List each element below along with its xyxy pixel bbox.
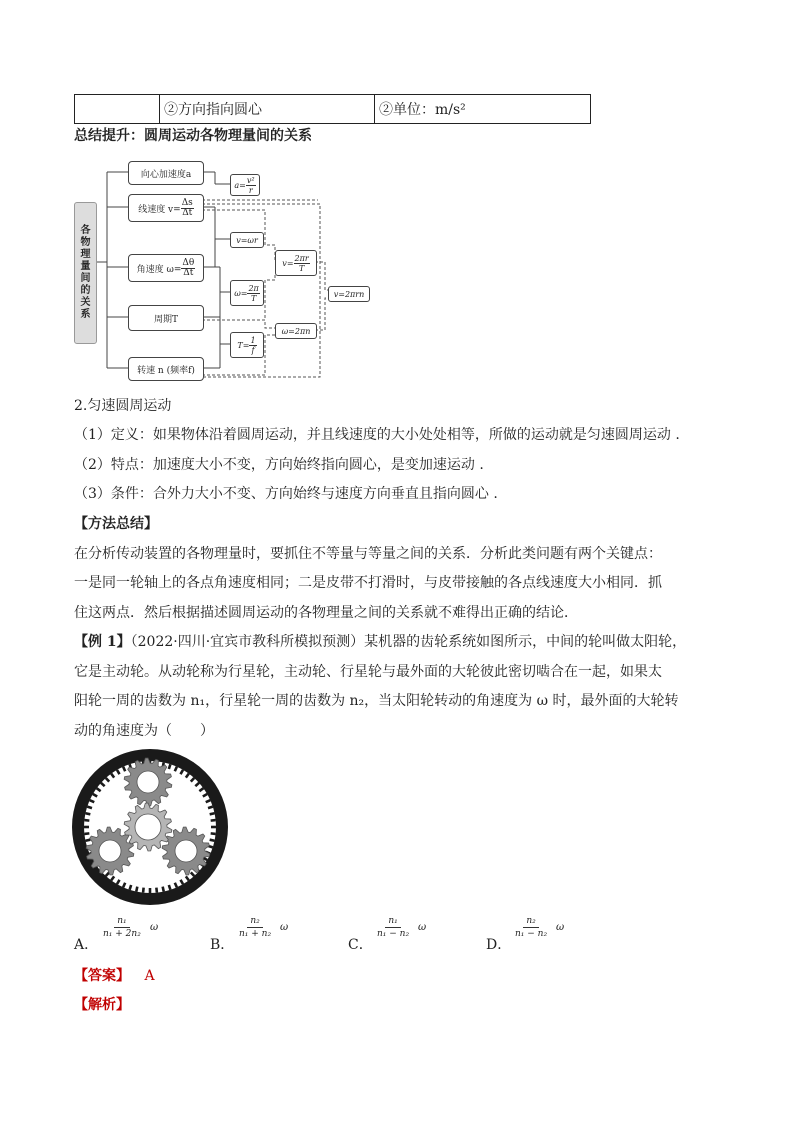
centripetal-label: 向心加速度a	[140, 169, 192, 180]
angular-speed-fraction	[181, 259, 195, 278]
box-angular-speed	[128, 254, 204, 282]
formula-v-2pirn	[328, 286, 370, 302]
example-line-3: 阳轮一周的齿数为 n₁，行星轮一周的齿数为 n₂，当太阳轮转动的角速度为 ω 时，最外面的大轮转	[74, 693, 679, 709]
choice-fraction	[236, 915, 274, 940]
formula-omega-fraction	[247, 284, 259, 303]
formula-v-num: 2πr	[294, 253, 309, 263]
table-cell-unit: ②单位：m/s²	[375, 95, 591, 124]
angular-speed-label: 角速度 ω=	[136, 264, 182, 275]
side-label	[74, 202, 97, 344]
formula-T-num: 1	[250, 335, 256, 345]
formula-a	[230, 174, 260, 196]
formula-omega-eq: ω=	[234, 288, 248, 298]
formula-a-den: r	[248, 185, 253, 195]
answer-label: 【答案】	[74, 968, 130, 984]
formula-v-period	[275, 250, 317, 276]
box-linear-speed	[128, 194, 204, 222]
box-centripetal-acceleration	[128, 161, 204, 185]
formula-v-omega-r-text: v=ωr	[236, 235, 258, 245]
method-heading: 【方法总结】	[74, 516, 158, 532]
formula-v-eq: v=	[282, 258, 294, 268]
formula-v-omega-r	[230, 232, 264, 248]
formula-v-2pirn-text: v=2πrn	[333, 289, 365, 299]
side-label-char: 的	[80, 285, 91, 296]
side-label-char: 间	[80, 273, 91, 284]
side-label-char: 系	[80, 309, 91, 320]
example-line-2: 它是主动轮。从动轮称为行星轮，主动轮、行星轮与最外面的大轮彼此密切啮合在一起，如果太	[74, 664, 662, 680]
choice-numerator: n₂	[247, 915, 262, 928]
diagram-connectors	[70, 150, 370, 385]
section2-item-1: （1）定义：如果物体沿着圆周运动，并且线速度的大小处处相等，所做的运动就是匀速圆周运动 .	[74, 427, 680, 443]
choice-fraction	[100, 915, 144, 940]
table-cell-empty	[75, 95, 160, 124]
top-table	[74, 94, 591, 124]
choice-omega: ω	[150, 922, 159, 933]
choice-omega: ω	[556, 922, 565, 933]
formula-a-num: v²	[246, 175, 255, 185]
formula-T-fraction	[249, 336, 256, 355]
choices	[70, 912, 590, 962]
choice-denominator: n₁ − n₂	[377, 929, 410, 939]
example-line-1	[74, 634, 686, 650]
section2-item-3: （3）条件：合外力大小不变、方向始终与速度方向垂直且指向圆心 .	[74, 486, 498, 502]
linear-den: Δt	[182, 207, 193, 218]
example-line-4: 动的角速度为（ ）	[74, 723, 214, 739]
linear-speed-fraction	[181, 199, 194, 218]
side-label-char: 理	[80, 249, 91, 260]
answer-value: A	[144, 968, 155, 984]
choice-option	[74, 912, 194, 952]
choice-numerator: n₂	[523, 915, 538, 928]
choice-fraction	[374, 915, 412, 940]
linear-num: Δs	[181, 197, 193, 208]
choice-numerator: n₁	[385, 915, 400, 928]
formula-omega-num: 2π	[248, 283, 259, 293]
formula-omega-den: T	[250, 293, 257, 303]
formula-a-fraction	[246, 176, 256, 195]
example-label: 【例 1】	[74, 634, 131, 650]
choice-letter: C．	[348, 937, 373, 953]
choice-denominator: n₁ + 2n₂	[103, 929, 141, 939]
choice-omega: ω	[280, 922, 289, 933]
method-line-1: 在分析传动装置的各物理量时，要抓住不等量与等量之间的关系．分析此类问题有两个关键点：	[74, 546, 662, 562]
table-cell-direction: ②方向指向圆心	[160, 95, 375, 124]
method-line-3: 住这两点．然后根据描述圆周运动的各物理量之间的关系就不难得出正确的结论．	[74, 605, 578, 621]
choice-fraction	[512, 915, 550, 940]
analysis-label: 【解析】	[74, 997, 130, 1013]
side-label-char: 物	[80, 237, 91, 248]
choice-option	[348, 912, 468, 952]
method-line-2: 一是同一轮轴上的各点角速度相同；二是皮带不打滑时，与皮带接触的各点线速度大小相同．抓	[74, 575, 662, 591]
box-period	[128, 305, 204, 331]
choice-numerator: n₁	[114, 915, 129, 928]
relationship-diagram	[70, 150, 370, 385]
side-label-char: 关	[80, 297, 91, 308]
formula-T-eq: T=	[237, 340, 250, 350]
formula-T-den: f	[251, 345, 255, 355]
side-label-char: 各	[80, 225, 91, 236]
formula-T-frequency	[230, 332, 264, 358]
formula-omega-2pin	[275, 323, 317, 339]
summary-heading: 总结提升：圆周运动各物理量间的关系	[74, 128, 312, 144]
angular-num: Δθ	[182, 257, 195, 268]
formula-a-eq: a=	[234, 180, 246, 190]
formula-v-den: T	[298, 263, 305, 273]
gear-system-figure	[70, 747, 230, 907]
choice-letter: B．	[210, 937, 235, 953]
answer-line	[74, 968, 155, 984]
section2-item-2: （2）特点：加速度大小不变，方向始终指向圆心，是变加速运动 .	[74, 457, 484, 473]
choice-option	[486, 912, 606, 952]
choice-denominator: n₁ − n₂	[515, 929, 548, 939]
period-label: 周期T	[153, 314, 178, 325]
formula-omega-2pin-text: ω=2πn	[281, 326, 311, 336]
formula-omega-period	[230, 280, 264, 306]
choice-letter: A．	[74, 937, 99, 953]
choice-omega: ω	[418, 922, 427, 933]
choice-option	[210, 912, 330, 952]
example-text-1: （2022·四川·宜宾市教科所模拟预测）某机器的齿轮系统如图所示，中间的轮叫做太阳轮，	[130, 634, 687, 650]
rotation-speed-label: 转速 n (频率f)	[137, 365, 195, 376]
formula-v-fraction	[294, 254, 310, 273]
section2-heading: 2.匀速圆周运动	[74, 398, 172, 414]
linear-speed-label: 线速度 v=	[138, 204, 181, 215]
side-label-char: 量	[80, 261, 91, 272]
angular-den: Δt	[183, 267, 194, 278]
choice-denominator: n₁ + n₂	[239, 929, 272, 939]
box-rotation-speed	[128, 357, 204, 381]
choice-letter: D．	[486, 937, 512, 953]
